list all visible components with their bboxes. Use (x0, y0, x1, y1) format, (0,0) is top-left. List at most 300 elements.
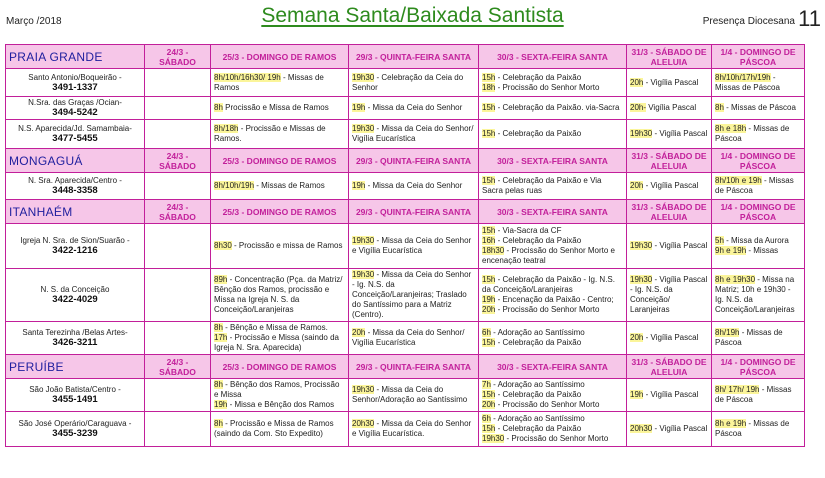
event-time: 15h (482, 176, 496, 185)
event-time: 20h (482, 305, 496, 314)
schedule-entry (352, 181, 475, 191)
schedule-cell (211, 120, 349, 149)
schedule-cell (145, 224, 211, 269)
event-description: - Adoração ao Santíssimo (490, 414, 585, 423)
event-time: 19h30 (630, 275, 653, 284)
event-time: 8h e 19h30 (715, 275, 756, 284)
parish-cell (6, 322, 145, 355)
event-description: - Vigília Pascal (643, 77, 699, 87)
event-time: 19h30 (352, 270, 375, 279)
event-description: - Missa da Ceia do Senhor (365, 181, 463, 190)
schedule-cell (712, 224, 805, 269)
parish-row (6, 269, 805, 322)
schedule-cell (349, 412, 479, 447)
event-time: 15h (482, 129, 496, 138)
event-description: - Adoração ao Santíssimo (490, 380, 585, 389)
schedule-cell (479, 173, 627, 200)
event-description: - Missa da Ceia do Senhor (365, 103, 463, 112)
day-header: 1/4 - DOMINGO DE PÁSCOA (712, 355, 805, 379)
day-header: 24/3 - SÁBADO (145, 355, 211, 379)
event-time: 8h/10h/16h30/ 19h (214, 72, 281, 82)
schedule-entry (630, 78, 708, 88)
schedule-cell (627, 224, 712, 269)
schedule-entry (630, 181, 708, 191)
event-time: 20h (630, 333, 644, 342)
schedule-entry (715, 419, 801, 439)
event-time: 15h (482, 390, 496, 399)
day-header: 29/3 - QUINTA-FEIRA SANTA (349, 149, 479, 173)
schedule-entry (482, 338, 623, 348)
schedule-cell (479, 269, 627, 322)
parish-cell (6, 224, 145, 269)
schedule-entry (482, 83, 623, 93)
schedule-entry (482, 305, 623, 315)
schedule-cell (211, 69, 349, 97)
event-description: - Vigília Pascal - Ig. N.S. da Conceição/ Laranjeiras (630, 275, 708, 314)
schedule-cell (145, 120, 211, 149)
event-description: - Celebração da Paixão. via-Sacra (495, 103, 620, 112)
schedule-entry (482, 328, 623, 338)
schedule-entry (630, 103, 708, 113)
schedule-entry (214, 323, 345, 333)
event-description: - Celebração da Paixão (495, 236, 582, 245)
parish-cell (6, 379, 145, 412)
schedule-cell (627, 120, 712, 149)
schedule-entry (482, 226, 623, 236)
schedule-entry (352, 328, 475, 348)
parish-name: N. Sra. Aparecida/Centro - (28, 176, 122, 185)
section-header-row (6, 355, 805, 379)
event-description: - Missa da Aurora (723, 236, 789, 245)
event-time: 8h (214, 323, 223, 332)
day-header: 1/4 - DOMINGO DE PÁSCOA (712, 45, 805, 69)
schedule-cell (211, 224, 349, 269)
city-name: PERUÍBE (6, 355, 145, 379)
schedule-cell (349, 322, 479, 355)
schedule-cell (712, 173, 805, 200)
event-time: 18h30 (482, 246, 505, 255)
schedule-entry (482, 434, 623, 444)
event-time: 15h (482, 72, 496, 82)
schedule-entry (352, 124, 475, 144)
schedule-cell (145, 412, 211, 447)
day-header: 30/3 - SEXTA-FEIRA SANTA (479, 45, 627, 69)
event-time: 8h e 19h (715, 419, 747, 428)
schedule-cell (479, 224, 627, 269)
event-description: - Encenação da Paixão - Centro; (495, 295, 614, 304)
event-description: - Celebração da Paixão (495, 129, 582, 138)
page-title: Semana Santa/Baixada Santista (261, 4, 564, 27)
day-header: 25/3 - DOMINGO DE RAMOS (211, 355, 349, 379)
event-description: - Via-Sacra da CF (495, 226, 562, 235)
section-header-row (6, 200, 805, 224)
event-description: - Vigília Pascal (652, 129, 708, 138)
schedule-entry (214, 419, 345, 439)
event-description: - Missas de Páscoa (723, 103, 796, 112)
schedule-entry (715, 236, 801, 246)
event-description: - Procissão e missa de Ramos (231, 241, 343, 250)
schedule-entry (352, 385, 475, 405)
event-description: Procissão e Missa de Ramos (222, 103, 329, 112)
schedule-entry (214, 275, 345, 315)
event-description: - Celebração da Paixão e Via Sacra pelas ruas (482, 176, 602, 195)
parish-row (6, 120, 805, 149)
event-time: 20h (630, 181, 644, 190)
schedule-entry (214, 241, 345, 251)
schedule-cell (145, 173, 211, 200)
day-header: 30/3 - SEXTA-FEIRA SANTA (479, 200, 627, 224)
event-description: - Missas de Páscoa (715, 124, 790, 143)
event-time: 17h (214, 333, 228, 342)
schedule-entry (482, 380, 623, 390)
event-description: - Celebração da Paixão (495, 390, 582, 399)
day-header: 25/3 - DOMINGO DE RAMOS (211, 45, 349, 69)
event-description: - Celebração da Paixão (495, 72, 582, 82)
event-time: 19h30 (352, 236, 375, 245)
schedule-cell (211, 173, 349, 200)
schedule-cell (712, 97, 805, 120)
schedule-entry (715, 328, 801, 348)
schedule-entry (482, 236, 623, 246)
page-number: 11 (798, 6, 821, 31)
schedule-entry (482, 275, 623, 295)
event-time: 18h (482, 82, 496, 92)
schedule-cell (211, 412, 349, 447)
schedule-entry (482, 414, 623, 424)
schedule-cell (627, 322, 712, 355)
issue-date: Março /2018 (6, 16, 62, 27)
schedule-cell (627, 379, 712, 412)
schedule-cell (479, 412, 627, 447)
schedule-entry (214, 181, 345, 191)
parish-phone: 3491-1337 (52, 81, 98, 93)
event-time: 15h (482, 424, 496, 433)
parish-phone: 3422-4029 (52, 294, 98, 305)
parish-name: N. S. da Conceição (40, 285, 110, 294)
schedule-cell (349, 97, 479, 120)
schedule-entry (482, 295, 623, 305)
event-description: - Procissão do Senhor Morto (495, 82, 600, 92)
event-time: 19h30 (630, 241, 653, 250)
event-time: 8h/10h/17h/19h (715, 72, 771, 82)
event-time: 20h (630, 77, 644, 87)
event-time: 8h/10h e 19h (715, 176, 762, 185)
day-header: 29/3 - QUINTA-FEIRA SANTA (349, 200, 479, 224)
schedule-cell (627, 173, 712, 200)
schedule-entry (214, 380, 345, 400)
publication-name: Presença Diocesana (702, 16, 795, 27)
event-time: 19h (482, 295, 496, 304)
event-time: 8h (214, 103, 223, 112)
event-time: 89h (214, 275, 228, 284)
event-time: 19h30 (482, 434, 505, 443)
event-description: - Missa na Matriz; 10h e 19h30 - Ig. N.S. da Conceição/Laranjeiras (715, 275, 795, 314)
parish-name: N.Sra. das Graças /Ocian- (28, 98, 122, 107)
event-time: 20h- (630, 103, 647, 112)
schedule-entry (482, 129, 623, 139)
parish-name: N.S. Aparecida/Jd. Samambaia- (18, 124, 132, 133)
event-time: 5h (715, 236, 724, 245)
schedule-entry (214, 124, 345, 144)
event-description: - Vigília Pascal (643, 390, 699, 399)
event-time: 6h (482, 414, 491, 423)
parish-cell (6, 412, 145, 447)
event-time: 19h (352, 103, 366, 112)
event-time: 8h (214, 419, 223, 428)
event-description: - Missas de Páscoa (715, 72, 780, 92)
schedule-entry (352, 270, 475, 320)
schedule-entry (352, 236, 475, 256)
schedule-cell (211, 97, 349, 120)
day-header: 30/3 - SEXTA-FEIRA SANTA (479, 355, 627, 379)
event-time: 15h (482, 103, 496, 112)
event-description: - Vigília Pascal (652, 424, 708, 433)
schedule-cell (211, 269, 349, 322)
event-time: 19h30 (352, 72, 375, 82)
event-time: 8h (214, 380, 223, 389)
event-description: - Procissão do Senhor Morto (495, 305, 600, 314)
event-description: - Vigília Pascal (643, 181, 699, 190)
day-header: 29/3 - QUINTA-FEIRA SANTA (349, 45, 479, 69)
event-time: 15h (482, 338, 496, 347)
schedule-entry (715, 73, 801, 93)
event-time: 20h (482, 400, 496, 409)
event-time: 19h30 (352, 385, 375, 394)
schedule-entry (715, 385, 801, 405)
event-time: 19h (214, 400, 228, 409)
event-description: - Concentração (Pça. da Matriz/ Bênção dos Ramos, procissão e Missa na Igreja N. S. da Conceição/Laranjeiras (214, 275, 343, 314)
schedule-cell (712, 69, 805, 97)
event-time: 19h30 (630, 129, 653, 138)
schedule-entry (630, 390, 708, 400)
event-description: - Procissão e Missa (saindo da Igreja N. Sra. Aparecida) (214, 333, 339, 352)
parish-row (6, 224, 805, 269)
event-description: - Celebração da Paixão (495, 338, 582, 347)
parish-row (6, 69, 805, 97)
schedule-cell (145, 322, 211, 355)
schedule-entry (214, 73, 345, 93)
parish-phone: 3448-3358 (52, 185, 98, 196)
event-time: 20h30 (352, 419, 375, 428)
event-time: 8h/18h (214, 124, 239, 133)
schedule-entry (482, 400, 623, 410)
city-name: MONGAGUÁ (6, 149, 145, 173)
schedule-cell (145, 269, 211, 322)
schedule-entry (352, 419, 475, 439)
event-time: 8h (715, 103, 724, 112)
schedule-entry (214, 400, 345, 410)
event-time: 15h (482, 275, 496, 284)
event-time: 19h (630, 390, 644, 399)
event-description: - Procissão do Senhor Morto (495, 400, 600, 409)
schedule-entry (630, 424, 708, 434)
parish-phone: 3422-1216 (52, 245, 98, 256)
day-header: 29/3 - QUINTA-FEIRA SANTA (349, 355, 479, 379)
page-header (0, 0, 825, 44)
schedule-cell (349, 379, 479, 412)
event-description: - Missa da Ceia do Senhor/ Vigília Eucarística (352, 124, 474, 143)
event-description: - Missa da Ceia do Senhor e Vigília Eucarística. (352, 419, 472, 438)
schedule-cell (627, 412, 712, 447)
schedule-cell (627, 97, 712, 120)
day-header: 24/3 - SÁBADO (145, 45, 211, 69)
parish-row (6, 322, 805, 355)
event-time: 8h e 18h (715, 124, 747, 133)
event-description: Vigília Pascal (646, 103, 697, 112)
schedule-cell (349, 69, 479, 97)
parish-cell (6, 173, 145, 200)
day-header: 31/3 - SÁBADO DE ALELUIA (627, 355, 712, 379)
schedule-cell (145, 379, 211, 412)
schedule-cell (712, 379, 805, 412)
parish-row (6, 379, 805, 412)
schedule-cell (145, 97, 211, 120)
city-name: ITANHAÉM (6, 200, 145, 224)
event-description: - Bênção e Missa de Ramos. (222, 323, 328, 332)
schedule-cell (479, 379, 627, 412)
event-time: 8h/19h (715, 328, 740, 337)
schedule-table (5, 44, 805, 447)
event-description: - Celebração da Paixão (495, 424, 582, 433)
event-description: - Procissão e Missas de Ramos. (214, 124, 326, 143)
schedule-cell (712, 322, 805, 355)
schedule-entry (715, 176, 801, 196)
event-description: - Vigília Pascal (652, 241, 708, 250)
section-header-row (6, 149, 805, 173)
event-description: - Procissão do Senhor Morto (504, 434, 609, 443)
section-header-row (6, 45, 805, 69)
schedule-cell (479, 97, 627, 120)
schedule-entry (214, 333, 345, 353)
day-header: 24/3 - SÁBADO (145, 149, 211, 173)
event-time: 19h30 (352, 124, 375, 133)
city-name: PRAIA GRANDE (6, 45, 145, 69)
schedule-entry (352, 73, 475, 93)
event-description: - Missas (746, 246, 779, 255)
parish-phone: 3426-3211 (52, 337, 98, 348)
event-description: - Missas de Ramos (254, 181, 325, 190)
parish-name: Santa Terezinha /Belas Artes- (22, 328, 128, 337)
event-description: - Missas de Páscoa (715, 385, 792, 404)
schedule-cell (349, 120, 479, 149)
parish-cell (6, 269, 145, 322)
parish-phone: 3494-5242 (52, 107, 98, 118)
event-description: - Missa e Bênção dos Ramos (227, 400, 335, 409)
schedule-entry (352, 103, 475, 113)
event-time: 8h/10h/19h (214, 181, 255, 190)
schedule-cell (712, 269, 805, 322)
schedule-cell (211, 322, 349, 355)
schedule-entry (630, 333, 708, 343)
schedule-cell (349, 224, 479, 269)
schedule-cell (712, 412, 805, 447)
schedule-entry (715, 124, 801, 144)
event-description: - Procissão do Senhor Morto e encenação teatral (482, 246, 615, 265)
event-time: 8h/ 17h/ 19h (715, 385, 760, 394)
schedule-cell (479, 120, 627, 149)
parish-name: São José Operário/Caraguava - (18, 419, 132, 428)
schedule-entry (630, 241, 708, 251)
parish-cell (6, 69, 145, 97)
schedule-cell (349, 173, 479, 200)
parish-phone: 3455-3239 (52, 428, 98, 439)
schedule-cell (627, 269, 712, 322)
schedule-entry (715, 275, 801, 315)
event-description: - Vigília Pascal (643, 333, 699, 342)
schedule-cell (145, 69, 211, 97)
event-description: - Missa da Ceia do Senhor/ Vigília Eucarística (352, 328, 465, 347)
schedule-entry (630, 275, 708, 315)
day-header: 1/4 - DOMINGO DE PÁSCOA (712, 200, 805, 224)
event-time: 19h (352, 181, 366, 190)
schedule-entry (715, 103, 801, 113)
schedule-entry (214, 103, 345, 113)
schedule-entry (482, 103, 623, 113)
event-time: 15h (482, 226, 496, 235)
schedule-cell (479, 322, 627, 355)
schedule-cell (712, 120, 805, 149)
schedule-cell (211, 379, 349, 412)
event-time: 6h (482, 328, 491, 337)
event-time: 8h30 (214, 241, 232, 250)
event-description: - Missas de Páscoa (715, 419, 790, 438)
parish-row (6, 97, 805, 120)
schedule-entry (482, 73, 623, 83)
schedule-cell (349, 269, 479, 322)
event-description: - Missas de Páscoa (715, 176, 794, 195)
event-description: - Procissão e Missa de Ramos (saindo da Com. Sto Expedito) (214, 419, 334, 438)
schedule-entry (630, 129, 708, 139)
event-time: 20h30 (630, 424, 653, 433)
parish-row (6, 173, 805, 200)
event-time: 16h (482, 236, 496, 245)
event-time: 9h e 19h (715, 246, 747, 255)
day-header: 25/3 - DOMINGO DE RAMOS (211, 200, 349, 224)
event-description: - Celebração da Ceia do Senhor (352, 72, 464, 92)
event-description: - Missa da Ceia do Senhor/Adoração ao Santíssimo (352, 385, 468, 404)
event-description: - Celebração da Paixão - Ig. N.S. da Conceição/Laranjeiras (482, 275, 615, 294)
event-description: - Missas de Ramos (214, 72, 324, 92)
schedule-cell (479, 69, 627, 97)
event-description: - Missas de Páscoa (715, 328, 783, 347)
schedule-entry (482, 424, 623, 434)
day-header: 31/3 - SÁBADO DE ALELUIA (627, 149, 712, 173)
event-description: - Missa da Ceia do Senhor e Vigília Eucarística (352, 236, 472, 255)
parish-name: São João Batista/Centro - (29, 385, 121, 394)
day-header: 31/3 - SÁBADO DE ALELUIA (627, 200, 712, 224)
event-time: 20h (352, 328, 366, 337)
day-header: 24/3 - SÁBADO (145, 200, 211, 224)
parish-row (6, 412, 805, 447)
schedule-cell (627, 69, 712, 97)
event-description: - Missa da Ceia do Senhor - Ig. N.S. da Conceição/Laranjeiras; Traslado do Santíssimo para a Matriz (Centro). (352, 270, 472, 319)
parish-cell (6, 97, 145, 120)
event-description: - Adoração ao Santíssimo (490, 328, 585, 337)
parish-phone: 3477-5455 (52, 133, 98, 144)
event-time: 7h (482, 380, 491, 389)
parish-name: Igreja N. Sra. de Sion/Suarão - (20, 236, 130, 245)
parish-cell (6, 120, 145, 149)
day-header: 25/3 - DOMINGO DE RAMOS (211, 149, 349, 173)
day-header: 1/4 - DOMINGO DE PÁSCOA (712, 149, 805, 173)
day-header: 31/3 - SÁBADO DE ALELUIA (627, 45, 712, 69)
event-description: - Bênção dos Ramos, Procissão e Missa (214, 380, 340, 399)
schedule-entry (715, 246, 801, 256)
parish-name: Santo Antonio/Boqueirão - (28, 72, 122, 82)
day-header: 30/3 - SEXTA-FEIRA SANTA (479, 149, 627, 173)
schedule-entry (482, 390, 623, 400)
parish-phone: 3455-1491 (52, 394, 98, 405)
